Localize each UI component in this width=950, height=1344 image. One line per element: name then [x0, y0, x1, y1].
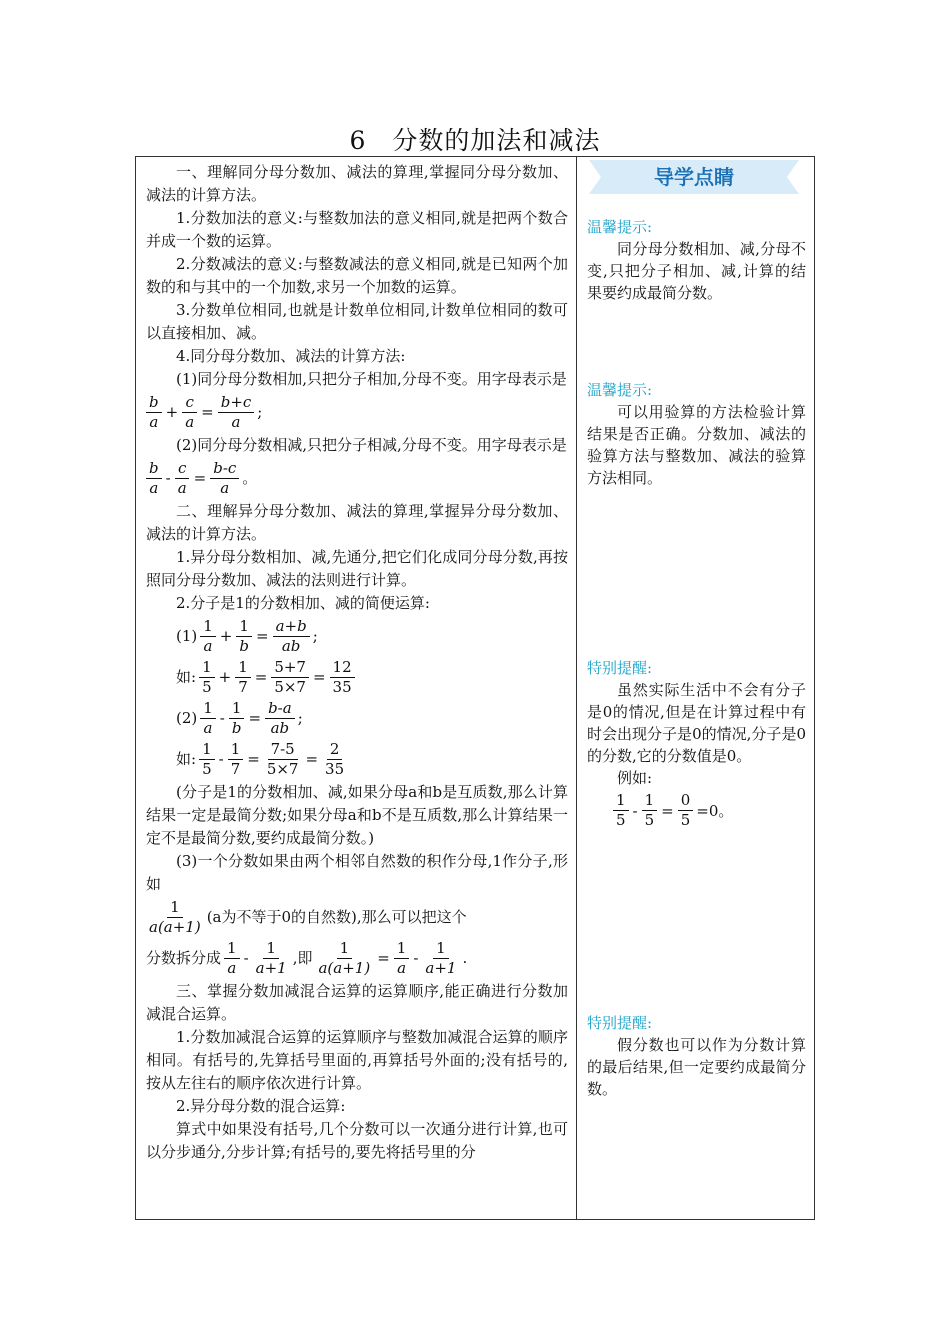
fraction: $\frac{1}{b}$	[236, 617, 252, 656]
formula-example-2: 如: $\frac{1}{5}$ - $\frac{1}{7}$ = $\frac{7-5}{5\times 7}$ = $\frac{2}{35}$	[146, 740, 568, 779]
point-1-4a: (1)同分母分数相加,只把分子相加,分母不变。用字母表示是	[176, 370, 567, 388]
tip-body: 虽然实际生活中不会有分子是0的情况,但是在计算过程中有时会出现分子是0的情况,分子是0的分数,它的分数值是0。	[587, 681, 806, 765]
fraction: $\frac{0}{5}$	[678, 791, 694, 830]
fraction: $\frac{c}{a}$	[175, 459, 190, 498]
banner-title: 导学点睛	[654, 165, 734, 189]
fraction: $\frac{b-a}{ab}$	[265, 699, 295, 738]
fraction: $\frac{1}{b}$	[229, 699, 245, 738]
point-2-2: 2.分子是1的分数相加、减的简便运算:	[176, 594, 430, 612]
point-2-3b: (a为不等于0的自然数),那么可以把这个	[206, 908, 467, 926]
point-2-1: 1.异分母分数相加、减,先通分,把它们化成同分母分数,再按照同分母分数加、减法的法则进行计算。	[146, 548, 568, 589]
fraction: $\frac{b+c}{a}$	[218, 393, 255, 432]
fraction: $\frac{1}{a}$	[200, 617, 216, 656]
fraction: $\frac{1}{a+1}$	[425, 939, 457, 977]
point-3-1: 1.分数加减混合运算的运算顺序与整数加减混合运算的顺序相同。有括号的,先算括号里面的,再算括号外面的;没有括号的,按从左往右的顺序依次进行计算。	[146, 1028, 568, 1092]
fraction: $\frac{1}{7}$	[235, 658, 251, 697]
point-1-4b: (2)同分母分数相减,只把分子相减,分母不变。用字母表示是	[176, 436, 567, 454]
point-1-1: 1.分数加法的意义:与整数加法的意义相同,就是把两个数合并成一个数的运算。	[146, 209, 568, 250]
tip-label: 特别提醒:	[587, 659, 653, 677]
page-title: 6 分数的加法和减法	[349, 126, 601, 155]
fraction: $\frac{b-c}{a}$	[210, 459, 239, 498]
fraction: $\frac{1}{7}$	[228, 740, 244, 779]
section-1: 一、理解同分母分数加、减法的算理,掌握同分母分数加、减法的计算方法。	[146, 163, 568, 204]
fraction: $\frac{1}{5}$	[199, 740, 215, 779]
main-column	[136, 157, 576, 1219]
section-2: 二、理解异分母分数加、减法的算理,掌握异分母分数加、减法的计算方法。	[146, 502, 568, 543]
example-label: 例如:	[617, 769, 653, 787]
fraction: $\frac{1}{a(a+1)}$	[318, 939, 371, 977]
point-3-2a: 算式中如果没有括号,几个分数可以一次通分进行计算,也可以分步通分,分步计算;有括号的,要先将括号里的分	[146, 1120, 568, 1161]
fraction: $\frac{1}{5}$	[613, 791, 629, 830]
fraction: $\frac{2}{35}$	[325, 740, 345, 778]
section-3: 三、掌握分数加减混合运算的运算顺序,能正确进行分数加减混合运算。	[146, 982, 568, 1023]
tip-body: 假分数也可以作为分数计算的最后结果,但一定要约成最简分数。	[587, 1036, 806, 1098]
fraction: $\frac{1}{a+1}$	[255, 939, 287, 977]
fraction: $\frac{1}{5}$	[642, 791, 658, 830]
sidebar-column	[577, 157, 816, 1219]
point-1-4: 4.同分母分数加、减法的计算方法:	[176, 347, 406, 365]
tip-label: 温馨提示:	[587, 218, 653, 236]
banner	[583, 160, 805, 194]
fraction: $\frac{1}{a}$	[394, 939, 410, 978]
formula-example-1: 如: $\frac{1}{5}$ + $\frac{1}{7}$ = $\frac{5+7}{5\times 7}$ = $\frac{12}{35}$	[146, 658, 568, 697]
formula-rule-2: (2) $\frac{1}{a}$ - $\frac{1}{b}$ = $\frac{b-a}{ab}$ ;	[176, 699, 303, 737]
point-3-2: 2.异分母分数的混合运算:	[176, 1097, 346, 1115]
fraction: $\frac{1}{5}$	[199, 658, 215, 697]
fraction: $\frac{1}{a}$	[224, 939, 240, 978]
point-1-3: 3.分数单位相同,也就是计数单位相同,计数单位相同的数可以直接相加、减。	[146, 301, 568, 342]
point-2-3a: (3)一个分数如果由两个相邻自然数的积作分母,1作分子,形如	[146, 852, 568, 893]
content-table	[135, 156, 815, 1220]
fraction: $\frac{b}{a}$	[146, 459, 162, 498]
formula-split-form	[146, 898, 568, 937]
formula-sub-letters: $\frac{b}{a}$ - $\frac{c}{a}$ = $\frac{b-c}{a}$ 。	[146, 459, 568, 498]
fraction: $\frac{5+7}{5\times 7}$	[271, 658, 309, 697]
formula-rule-1: (1) $\frac{1}{a}$ + $\frac{1}{b}$ = $\frac{a+b}{ab}$ ;	[176, 617, 318, 655]
tip-label: 温馨提示:	[587, 381, 653, 399]
formula-zero-example: $\frac{1}{5}$ - $\frac{1}{5}$ = $\frac{0}{5}$ =0。	[587, 791, 806, 830]
tip-body: 可以用验算的方法检验计算结果是否正确。分数加、减法的验算方法与整数加、减法的验算方法相同。	[587, 403, 806, 487]
fraction: $\frac{7-5}{5\times 7}$	[266, 740, 299, 778]
tip-label: 特别提醒:	[587, 1014, 653, 1032]
fraction: $\frac{1}{a(a+1)}$	[149, 898, 201, 936]
point-1-2: 2.分数减法的意义:与整数减法的意义相同,就是已知两个加数的和与其中的一个加数,求另一个加数的运算。	[146, 255, 568, 296]
fraction: $\frac{b}{a}$	[146, 393, 162, 432]
fraction: $\frac{a+b}{ab}$	[273, 617, 310, 656]
fraction: $\frac{12}{35}$	[330, 658, 355, 697]
note-coprime: (分子是1的分数相加、减,如果分母a和b是互质数,那么计算结果一定是最简分数;如果分母a和b不是互质数,那么计算结果一定不是最简分数,要约成最简分数。)	[146, 783, 568, 847]
fraction: $\frac{c}{a}$	[182, 393, 197, 432]
formula-split: 分数拆分成 $\frac{1}{a}$ - $\frac{1}{a+1}$ ,即 $\frac{1}{a(a+1)}$ = $\frac{1}{a}$ - $\frac{1}{a+1}$ .	[146, 939, 468, 977]
formula-add-letters: $\frac{b}{a}$ + $\frac{c}{a}$ = $\frac{b+c}{a}$ ;	[146, 393, 568, 432]
fraction: $\frac{1}{a}$	[200, 699, 216, 738]
tip-body: 同分母分数相加、减,分母不变,只把分子相加、减,计算的结果要约成最简分数。	[587, 240, 806, 302]
